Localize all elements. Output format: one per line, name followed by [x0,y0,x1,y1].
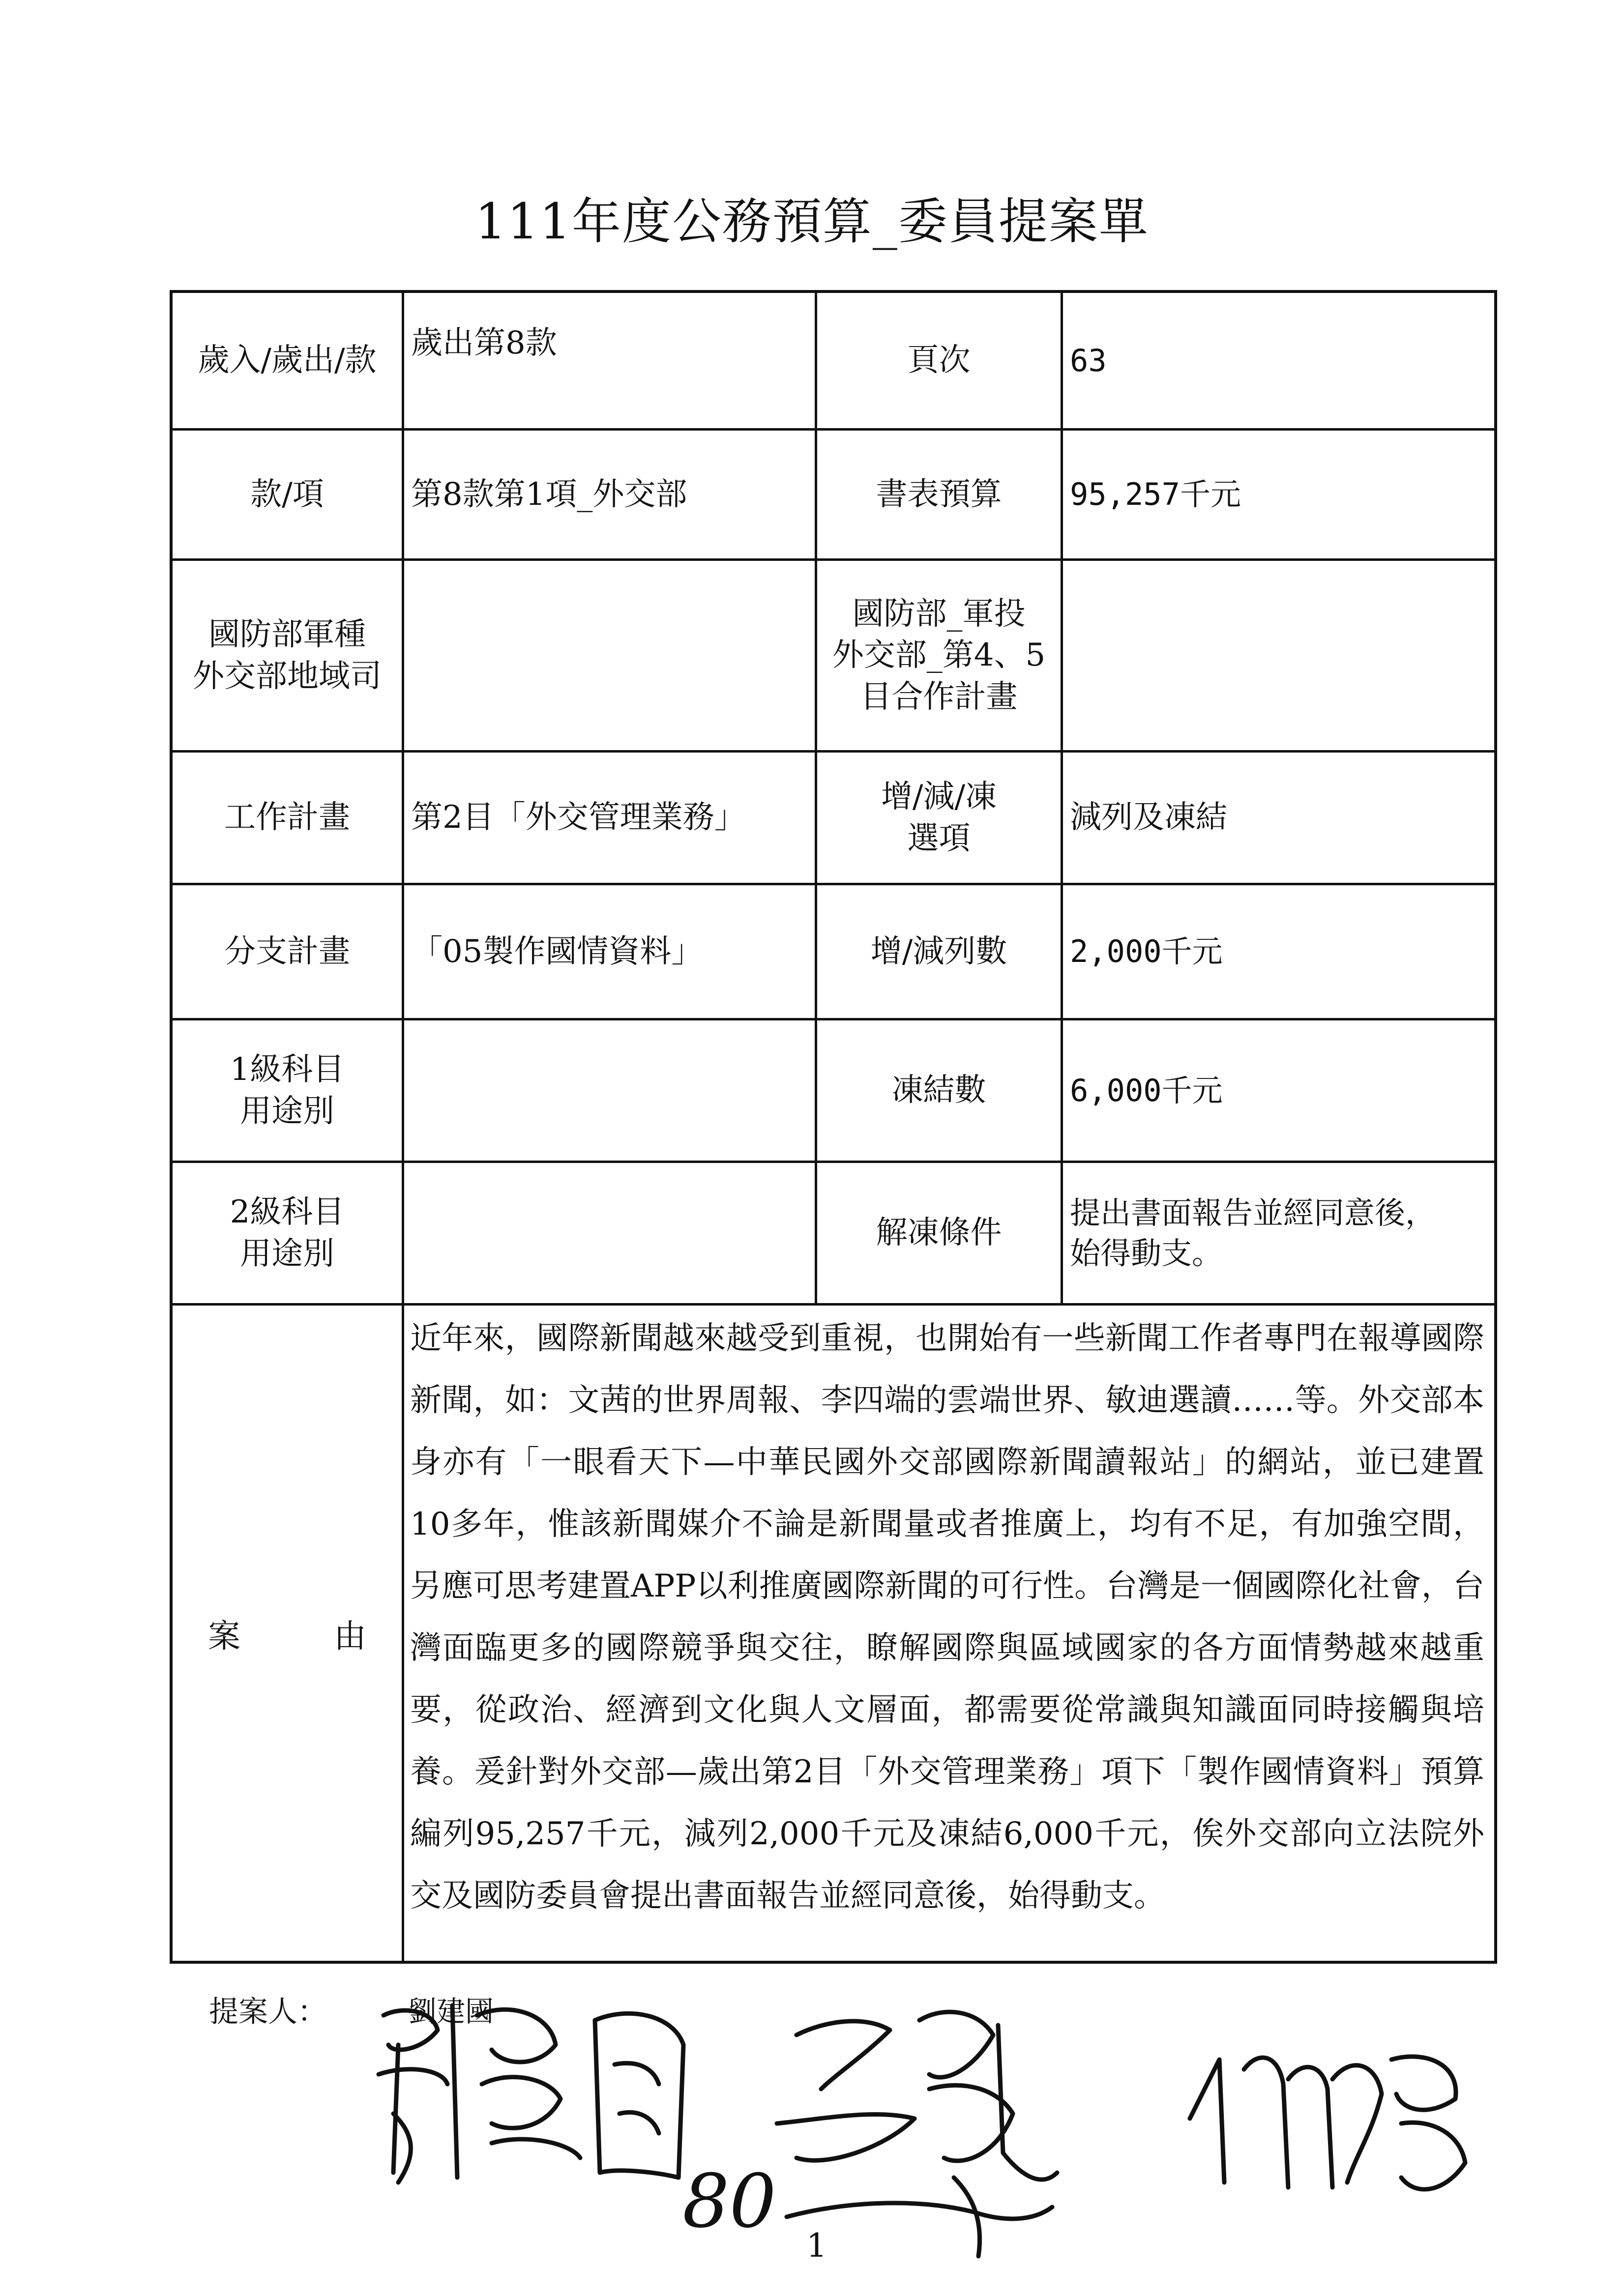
proposer-label: 提案人： [209,1995,327,2028]
proposal-form [170,290,1497,1964]
signature-3 [1170,2005,1475,2212]
value-page: 63 [1061,293,1494,428]
label-unfreeze-condition: 解凍條件 [815,1163,1061,1303]
label-level2-subject: 2級科目 用途別 [230,1194,345,1272]
label-section-item: 款/項 [250,476,324,513]
proposer-name: 劉建國 [408,1996,494,2028]
value-reduction-amount: 2,000千元 [1061,885,1494,1018]
reason-text: 近年來，國際新聞越來越受到重視，也開始有一些新聞工作者專門在報導國際新聞，如：文茜的世界周報、李四端的雲端世界、敏迪選讀……等。外交部本身亦有「一眼看天下—中華民國外交部國際新聞讀報站」的網站，並已建置10多年，惟該新聞媒介不論是新聞量或者推廣上，均有不足，有加強空間，另應可思考建置APP以利推廣國際新聞的可行性。台灣是一個國際化社會，台灣面臨更多的國際競爭與交往，瞭解國際與區域國家的各方面情勢越來越重要，從政治、經濟到文化與人文層面，都需要從常識與知識面同時接觸與培養。爰針對外交部—歲出第2目「外交管理業務」項下「製作國情資料」預算編列95,257千元，減列2,000千元及凍結6,000千元，俟外交部向立法院外交及國防委員會提出書面報告並經同意後，始得動支。 [402,1306,1494,1961]
page-number: 1 [806,2227,827,2265]
value-section-item: 第8款第1項_外交部 [402,431,815,558]
label-reason-char-2: 由 [334,1617,366,1655]
value-budget: 95,257千元 [1061,431,1494,558]
label-department: 國防部軍種 外交部地域司 [193,616,382,695]
label-level1-subject: 1級科目 用途別 [230,1051,345,1130]
label-branch-plan: 分支計畫 [224,933,350,970]
label-budget: 書表預算 [815,431,1061,558]
value-work-plan: 第2目「外交管理業務」 [402,753,815,883]
document-title: 111年度公務預算_委員提案單 [475,193,1149,250]
form-row-reason [173,1306,1494,1961]
label-work-plan: 工作計畫 [224,799,350,836]
value-frozen-amount: 6,000千元 [1061,1020,1494,1161]
value-branch-plan: 「05製作國情資料」 [402,885,815,1018]
value-cooperation-plan [1061,561,1494,750]
form-row-fiscal-category [173,293,1494,431]
label-reduction-amount: 增/減列數 [815,885,1061,1018]
form-row-level2-subject [173,1163,1494,1306]
form-row-level1-subject [173,1020,1494,1163]
label-frozen-amount: 凍結數 [815,1020,1061,1161]
label-adjust-option: 增/減/凍 選項 [815,753,1061,883]
label-reason [173,1306,402,1961]
value-fiscal-category: 歲出第8款 [402,293,815,428]
handwritten-number [679,2163,801,2241]
label-fiscal-category: 歲入/歲出/款 [198,342,377,379]
value-unfreeze-condition: 提出書面報告並經同意後， 始得動支。 [1061,1163,1494,1303]
signature-1 [364,1986,698,2192]
value-level2-subject [402,1163,815,1303]
handwritten-number-text: 80 [682,2163,776,2241]
label-cooperation-plan: 國防部_軍投 外交部_第4、5 目合作計畫 [815,561,1061,750]
value-department [402,561,815,750]
label-page: 頁次 [815,293,1061,428]
form-row-department [173,561,1494,753]
value-adjust-option: 減列及凍結 [1061,753,1494,883]
form-row-work-plan [173,753,1494,885]
form-row-section-item [173,431,1494,561]
form-row-branch-plan [173,885,1494,1020]
label-reason-char-1: 案 [208,1617,240,1655]
value-level1-subject [402,1020,815,1161]
